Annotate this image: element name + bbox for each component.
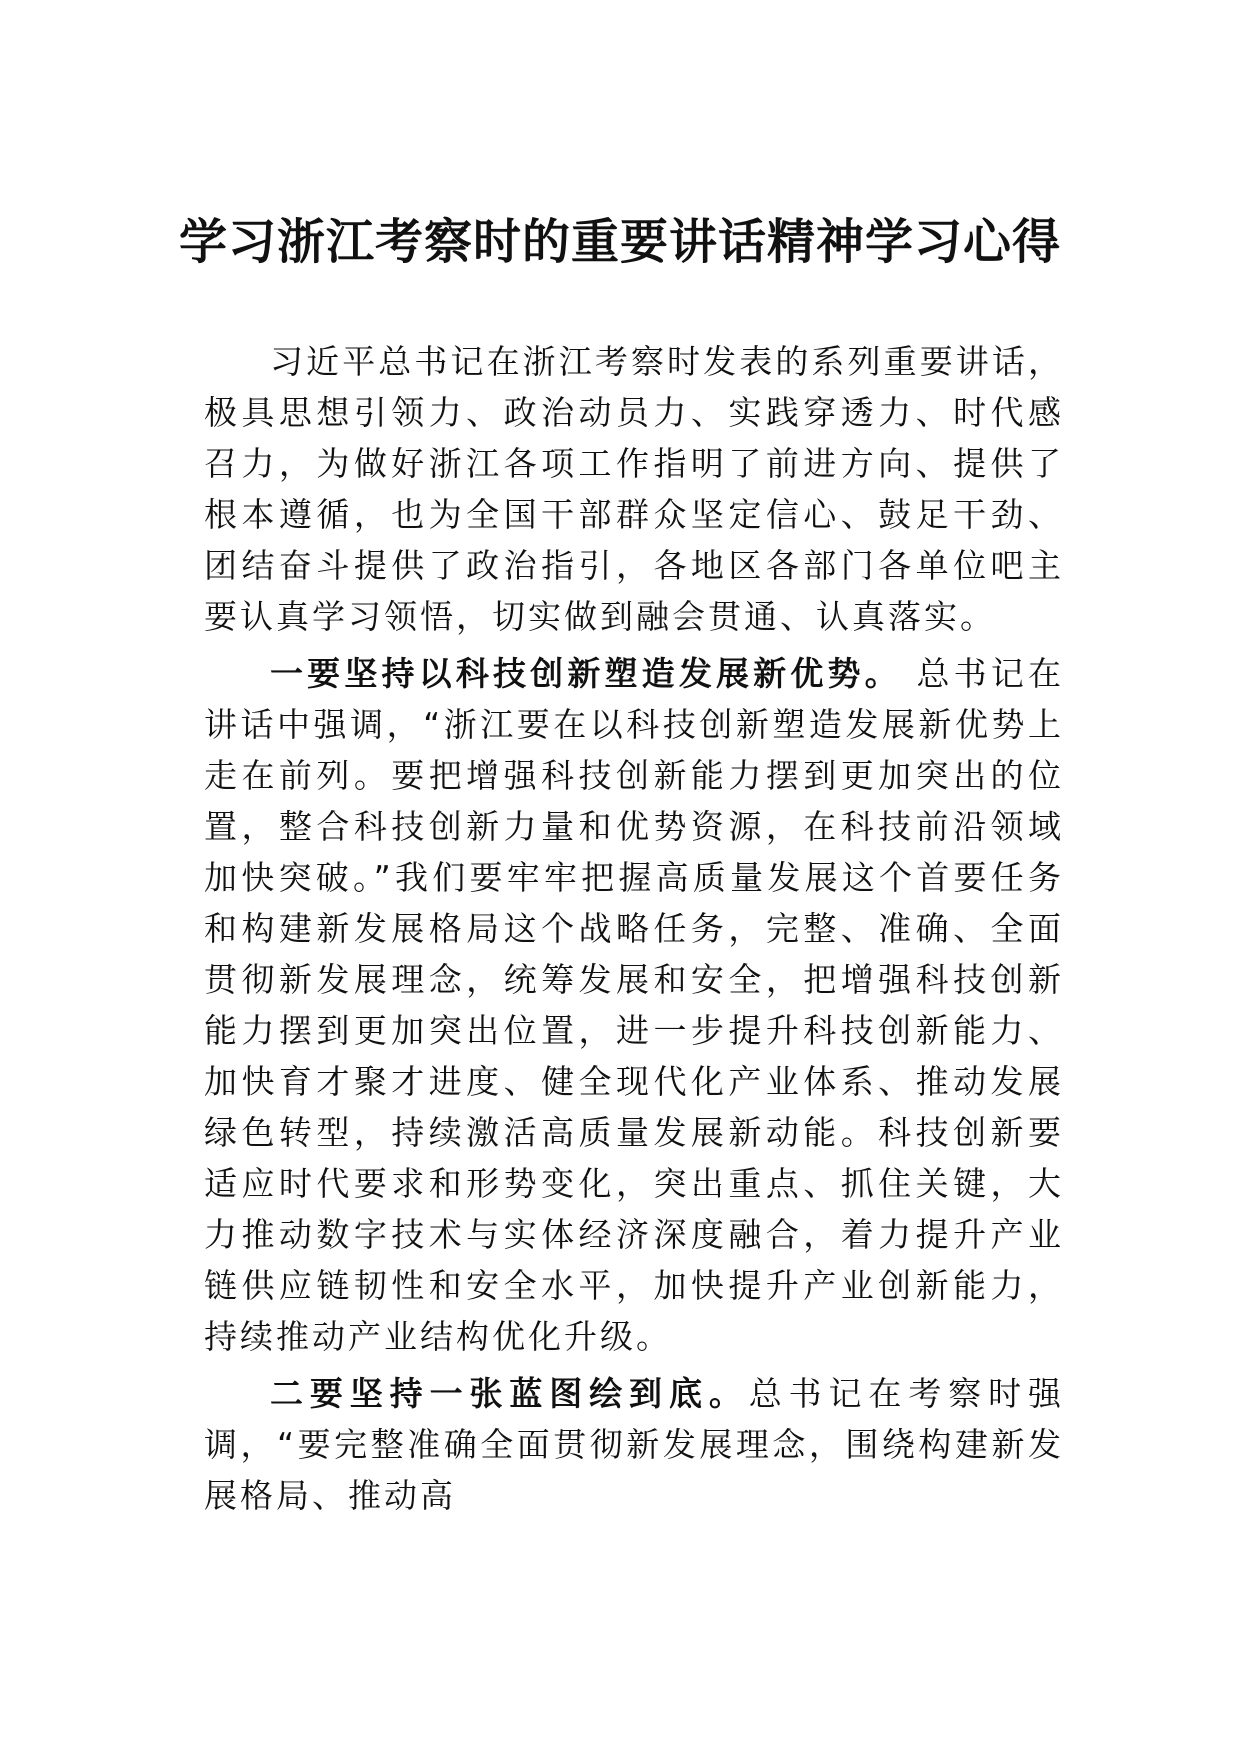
paragraph-text: 习近平总书记在浙江考察时发表的系列重要讲话，极具思想引领力、政治动员力、实践穿透力、时代感召力，为做好浙江各项工作指明了前进方向、提供了根本遵循，也为全国干部群众坚定信心、鼓足干劲、团结奋斗提供了政治指引，各地区各部门各单位吧主要认真学习领悟，切实做到融会贯通、认真落实。: [204, 342, 1064, 636]
paragraph-point-two: [204, 1368, 1064, 1521]
document-title: 学习浙江考察时的重要讲话精神学习心得: [178, 214, 1061, 270]
paragraph-point-one: [204, 648, 1064, 1362]
paragraph-text: 总书记在考察时强调，“要完整准确全面贯彻新发展理念，围绕构建新发展格局、推动高: [204, 1374, 1065, 1515]
paragraph-lead-heading: 一要坚持以科技创新塑造发展新优势。: [270, 654, 902, 693]
paragraph-text: 总书记在讲话中强调，“浙江要在以科技创新塑造发展新优势上走在前列。要把增强科技创新能力摆到更加突出的位置，整合科技创新力量和优势资源，在科技前沿领域加快突破。”我们要牢牢把握高质量发展这个首要任务和构建新发展格局这个战略任务，完整、准确、全面贯彻新发展理念，统筹发展和安全，把增强科技创新能力摆到更加突出位置，进一步提升科技创新能力、加快育才聚才进度、健全现代化产业体系、推动发展绿色转型，持续激活高质量发展新动能。科技创新要适应时代要求和形势变化，突出重点、抓住关键，大力推动数字技术与实体经济深度融合，着力提升产业链供应链韧性和安全水平，加快提升产业创新能力，持续推动产业结构优化升级。: [204, 654, 1065, 1356]
paragraph-intro: [204, 336, 1064, 642]
document-body: [204, 336, 1064, 1527]
paragraph-lead-heading: 二要坚持一张蓝图绘到底。: [270, 1374, 749, 1413]
